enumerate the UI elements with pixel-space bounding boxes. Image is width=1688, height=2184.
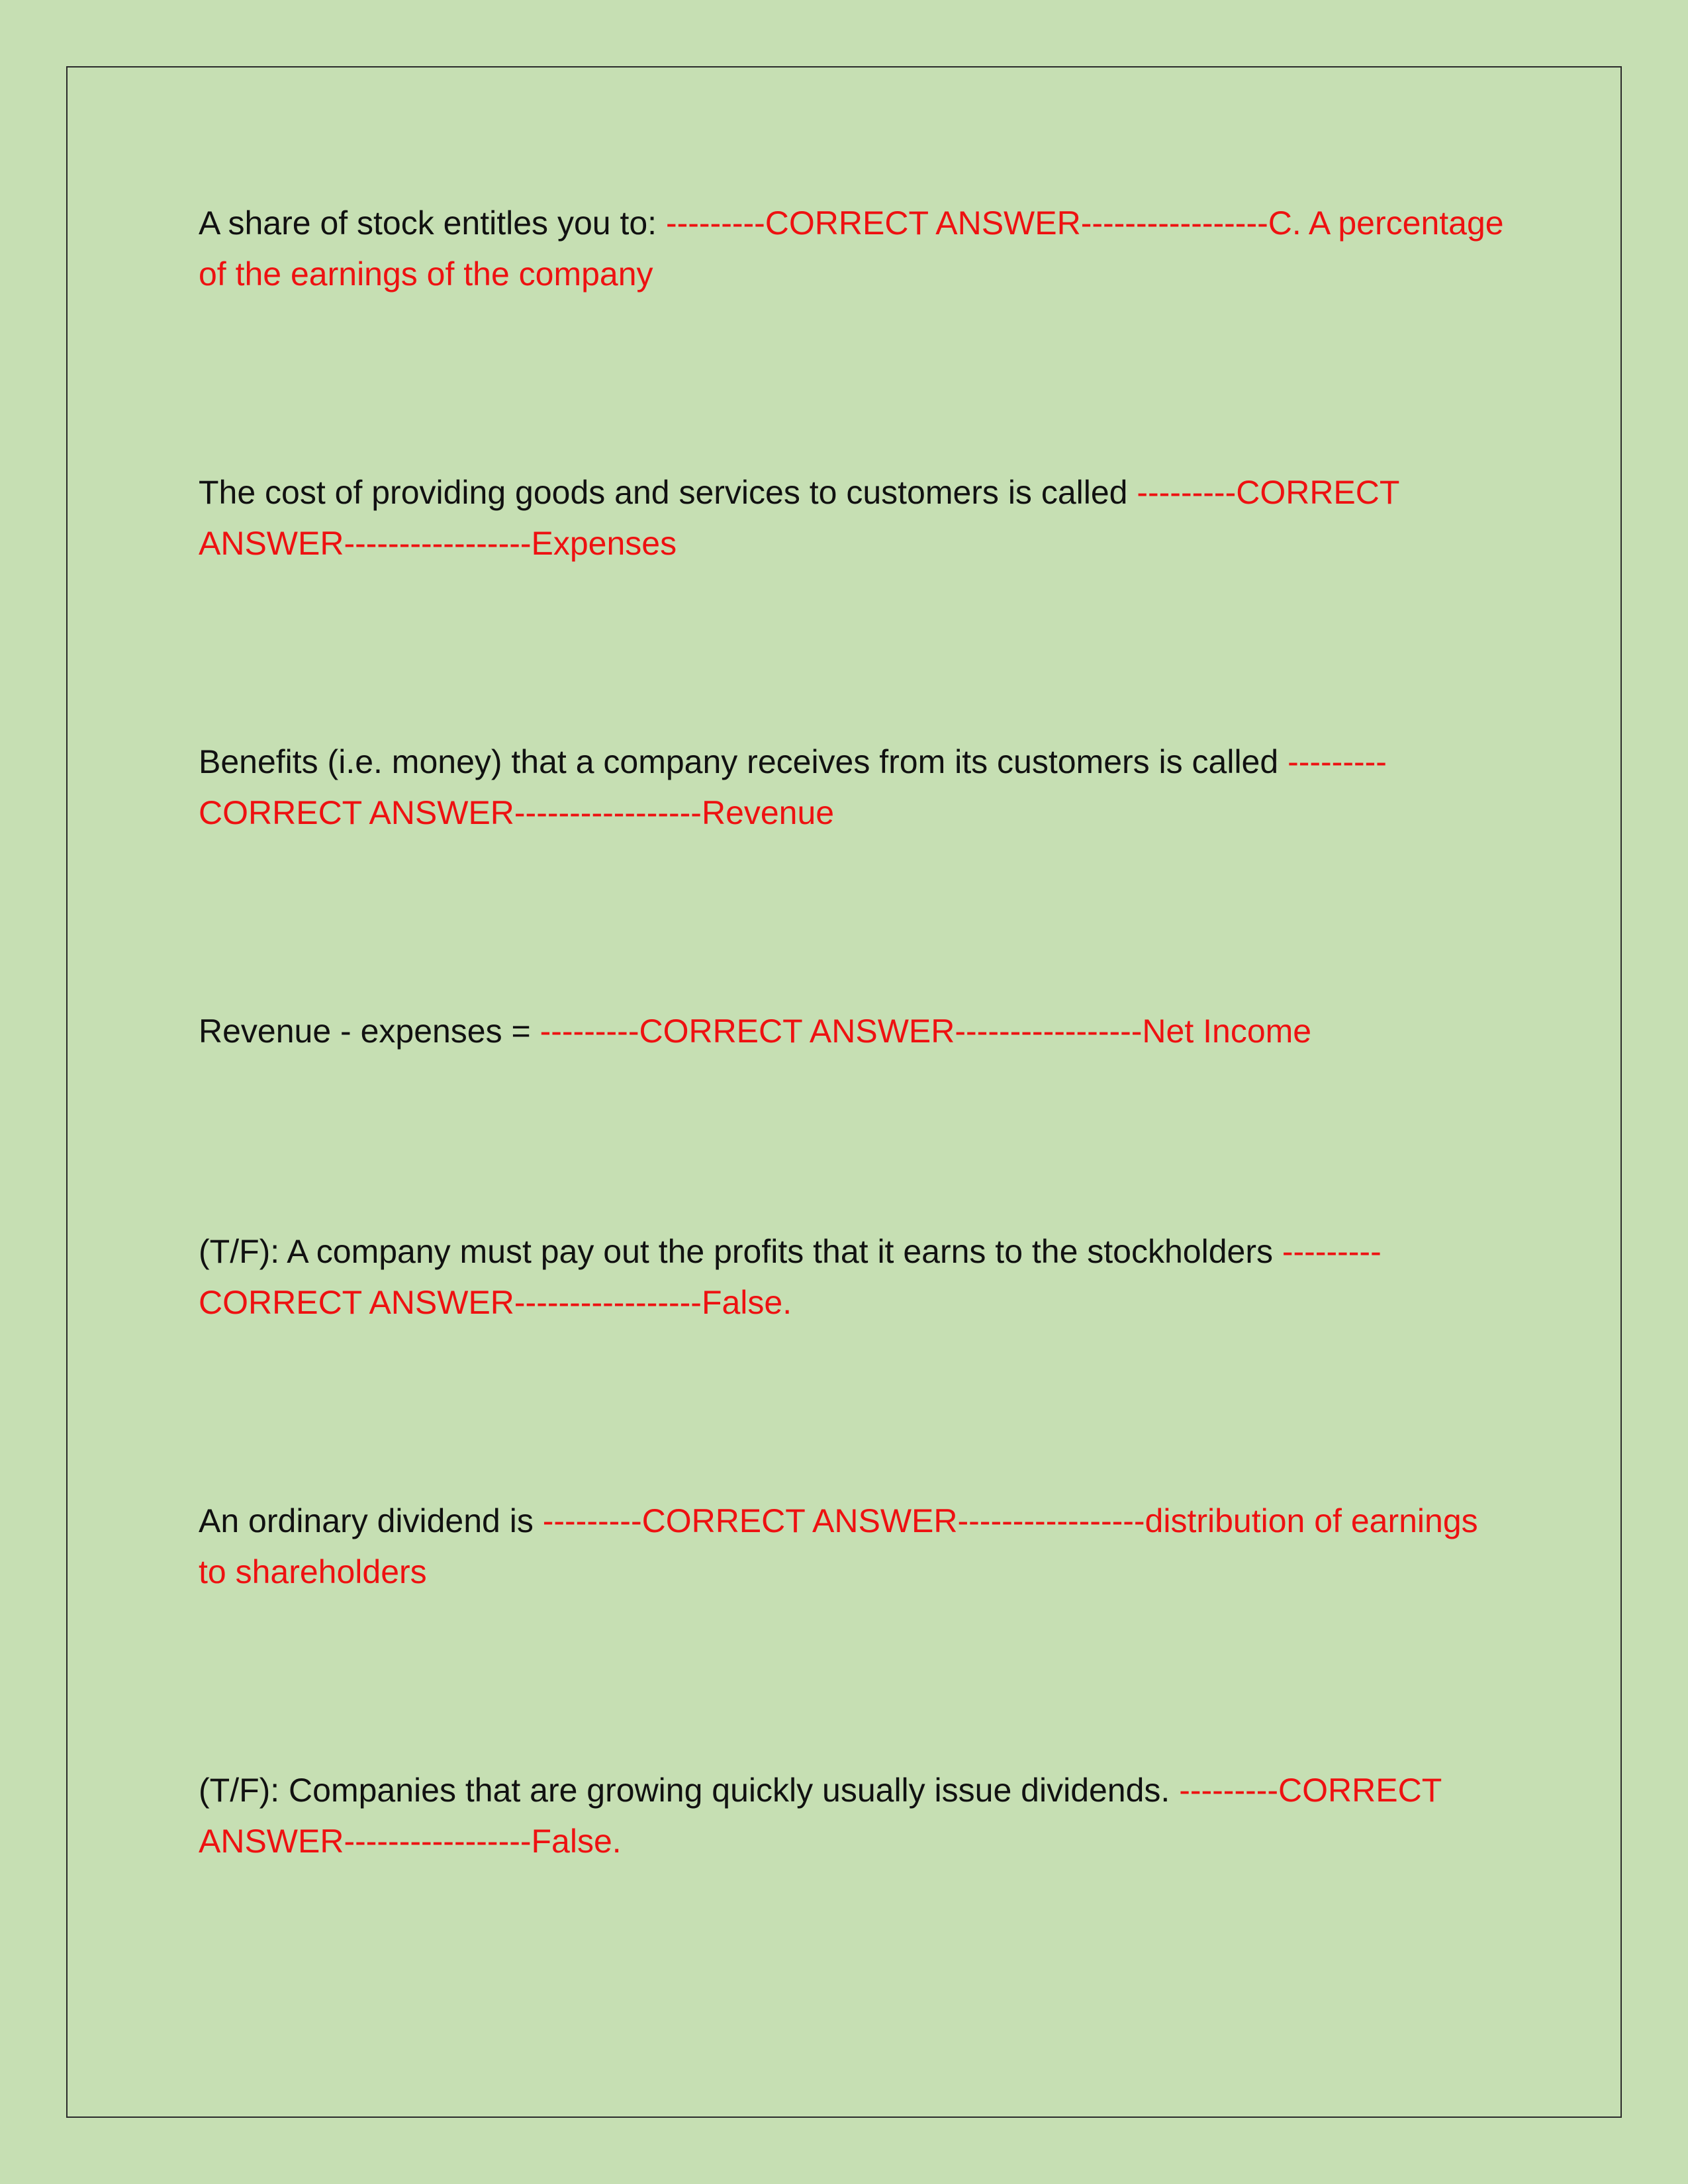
- qa-item: [199, 1765, 1509, 1867]
- answer-text: ---------CORRECT ANSWER-----------------False.: [199, 1233, 1382, 1321]
- answer-text: ---------CORRECT ANSWER-----------------Expenses: [199, 474, 1399, 562]
- answer-text: ---------CORRECT ANSWER-----------------Revenue: [199, 743, 1387, 831]
- question-text: Revenue - expenses =: [199, 1013, 540, 1050]
- question-text: (T/F): Companies that are growing quickly usually issue dividends.: [199, 1772, 1180, 1809]
- qa-item: [199, 737, 1509, 839]
- answer-text: ---------CORRECT ANSWER-----------------Net Income: [539, 1013, 1312, 1050]
- question-text: The cost of providing goods and services to customers is called: [199, 474, 1137, 511]
- qa-item: [199, 1496, 1509, 1598]
- question-text: (T/F): A company must pay out the profits that it earns to the stockholders: [199, 1233, 1282, 1270]
- answer-text: ---------CORRECT ANSWER-----------------False.: [199, 1772, 1442, 1860]
- question-text: Benefits (i.e. money) that a company receives from its customers is called: [199, 743, 1288, 780]
- answer-text: ---------CORRECT ANSWER-----------------C. A percentage of the earnings of the company: [199, 205, 1504, 293]
- qa-item: [199, 1006, 1509, 1057]
- question-text: A share of stock entitles you to:: [199, 205, 666, 242]
- qa-item: [199, 1226, 1509, 1328]
- question-text: An ordinary dividend is: [199, 1502, 543, 1539]
- qa-item: [199, 198, 1509, 300]
- answer-text: ---------CORRECT ANSWER-----------------distribution of earnings to shareholders: [199, 1502, 1478, 1590]
- qa-item: [199, 467, 1509, 569]
